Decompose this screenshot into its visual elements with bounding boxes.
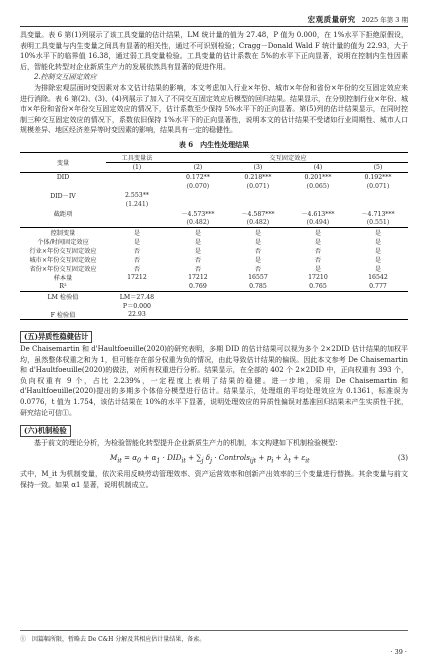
table-row-label: LM 检验值	[20, 291, 106, 301]
table-cell: 否	[254, 265, 262, 273]
table-cell	[348, 191, 408, 200]
table-cell: (0.065)	[306, 182, 330, 190]
table-cell: LM＝27.48	[106, 291, 168, 301]
table-cell	[168, 310, 228, 320]
table-cell: 2.553**	[125, 191, 149, 199]
table-cell: 17212	[127, 273, 147, 281]
table-cell: 0.777	[369, 282, 387, 290]
table-group-iv: 工具变量法	[106, 152, 168, 162]
table-cell: －4.613***	[301, 210, 335, 218]
table-cell: 是	[288, 227, 348, 237]
table-row-label	[20, 301, 106, 310]
paragraph-heterogeneity: De Chaisemartin 和 d'Haultfoeuille(2020)的研究表明，多期 DID 的估计结果可以视为多个 2×2DID 估计结果的加权平均，虽然整体权重之和为 1，但可能存在部分权重为负的情况，由此导致估计结果的偏误。因此本文参考 De Chaisemartin 和 d'Haultfoeuille(2020)的做法，对所有权重进行分析。结果显示，在全部的 402 个 2×2DID 中，正向权重有 393 个，负向权重有 9 个，占比 2.239%，一定程度上表明了结果的稳健。进一步地，采用 De Chaisemartin 和 d'Haultfoeuille(2020)提出的多期多个体倍分模型进行估计。结果显示，处理组的平均处理效应为 0.1361，标准误为 0.0776，t 值为 1.754，该估计结果在 10%的水平下显著，说明处理效应的异质性偏误对基准回归结果未产生实质性干扰，研究结论可信①。	[20, 344, 408, 417]
table-row	[20, 273, 408, 282]
equation-3	[20, 451, 408, 468]
table-cell	[106, 209, 168, 218]
table-row	[20, 227, 408, 237]
table-row	[20, 209, 408, 218]
table-cell: 17212	[188, 273, 208, 281]
table-row	[20, 218, 408, 228]
table-col-4: (4)	[288, 162, 348, 172]
table-cell: P＝0.000	[122, 302, 151, 310]
section-heading-heterogeneity: (五)异质性稳健估计	[20, 331, 92, 343]
table-cell: 是	[133, 238, 141, 246]
table-row	[20, 282, 408, 292]
table-cell: (0.494)	[306, 218, 330, 226]
table-cell	[168, 291, 228, 301]
table-cell: 0.765	[309, 282, 327, 290]
table-row	[20, 191, 408, 200]
table-cell: 是	[374, 247, 382, 255]
table-row-label: 样本量	[53, 274, 73, 282]
paragraph-interaction-fe: 为排除宏观层面时变因素对本文估计结果的影响，本文考虑加入行业×年份、城市×年份和省份×年份的交互固定效应来进行消除。表 6 第(2)、(3)、(4)列展示了加入了不同交互固定效应后模型的回归结果。结果显示，在分别控制行业×年份、城市×年份和省份×年份交互固定效应的情况下，估计系数至少保持 5%水平下的正向显著。第(5)列的估计结果显示，在同时控制三种交互固定效应的情况下，系数依旧保持 1%水平下的正向显著性，说明本文的估计结果不受诸如行业周期性、城市人口规模差异、地区经济差异等时变因素的影响，结果具有一定的稳健性。	[20, 83, 408, 135]
table-row	[20, 182, 408, 191]
table-cell	[348, 291, 408, 301]
table-col-5: (5)	[348, 162, 408, 172]
table-cell	[348, 200, 408, 209]
table-cell	[288, 310, 348, 320]
table-cell: 否	[133, 256, 141, 264]
table-cell: (0.071)	[246, 182, 270, 190]
table-cell: 22.93	[106, 310, 168, 320]
table-cell	[288, 291, 348, 301]
table-cell: 0.218***	[244, 173, 272, 181]
table-cell: 是	[374, 238, 382, 246]
table-row	[20, 291, 408, 301]
table-cell: 是	[374, 265, 382, 273]
table-row	[20, 237, 408, 246]
table-cell	[228, 191, 288, 200]
equation-body: $M_{it} = \alpha_0 + \alpha_1 \cdot DID_{it} + \sum_j$ $\delta_j$ · Controls$_{ijt}$ + $p_i + \lambda_t + \varepsilon_{it}$	[110, 452, 310, 465]
table-col-2: (2)	[168, 162, 228, 172]
table-cell	[168, 191, 228, 200]
table-cell: 是	[254, 256, 262, 264]
table-cell: 否	[133, 247, 141, 255]
table-cell	[168, 301, 228, 310]
table-cell: 否	[194, 265, 201, 273]
table-cell: 是	[374, 256, 382, 264]
table-cell: 是	[228, 227, 288, 237]
table-row-label: DID－IV	[50, 192, 76, 200]
page-number: · 39 ·	[390, 648, 407, 656]
table-cell: 0.172**	[185, 173, 210, 181]
table-cell	[228, 301, 288, 310]
table-row-label: 省份×年份交互固定效应	[29, 265, 97, 273]
table-cell	[168, 200, 228, 209]
table-cell	[348, 301, 408, 310]
table-row-label: F 检验值	[20, 310, 106, 320]
table-cell: 是	[314, 238, 322, 246]
table-row-label: 行业×年份交互固定效应	[29, 247, 97, 255]
table-cell	[106, 172, 168, 182]
table-row	[20, 310, 408, 320]
table-row	[20, 246, 408, 255]
subheading-interaction-fe: 2.控制交互固定效应	[34, 73, 97, 82]
table-row	[20, 264, 408, 273]
table-cell	[106, 182, 168, 191]
table-col-1: (1)	[106, 162, 168, 172]
table-row	[20, 301, 408, 310]
table-cell: 是	[348, 227, 408, 237]
table-cell: (1.241)	[125, 200, 149, 208]
table-cell: 否	[133, 265, 141, 273]
table-cell	[288, 200, 348, 209]
table-cell: 否	[254, 247, 262, 255]
table-cell	[348, 310, 408, 320]
table-group-fe: 交互固定效应	[168, 152, 408, 162]
paragraph-mechanism-desc: 式中，M_it 为机制变量，依次采用反映劳动管理效率、资产运营效率和创新产出效率的三个变量进行替换。其余变量与前文保持一致。如果 α1 显著，说明机制成立。	[20, 470, 408, 489]
table-cell: (0.071)	[366, 182, 390, 190]
table-cell: 是	[168, 227, 228, 237]
table-row-label: DID	[56, 173, 70, 181]
journal-name: 宏观质量研究	[307, 14, 356, 24]
table-cell: 是	[314, 265, 322, 273]
table-col-3: (3)	[228, 162, 288, 172]
running-header	[20, 12, 408, 27]
table-cell	[288, 191, 348, 200]
table-cell: 是	[194, 238, 201, 246]
table-row-label	[20, 218, 106, 228]
table-cell	[288, 301, 348, 310]
table-cell: 0.201***	[304, 173, 332, 181]
table-cell: 0.785	[249, 282, 267, 290]
table-row-label: 个体/时间固定效应	[37, 238, 89, 246]
table-cell: 17210	[308, 273, 328, 281]
section-heading-mechanism: (六)机制检验	[20, 425, 71, 437]
table-cell: 否	[314, 256, 322, 264]
table-cell: (0.070)	[186, 182, 210, 190]
table-row-label: 城市×年份交互固定效应	[29, 256, 97, 264]
table-cell: (0.482)	[246, 218, 270, 226]
table-row-label	[20, 182, 106, 191]
table-cell: 0.769	[189, 282, 207, 290]
table-cell: －4.587***	[241, 210, 275, 218]
table-cell: 0.192***	[364, 173, 392, 181]
equation-number: (3)	[397, 452, 408, 462]
table-cell: 是	[106, 227, 168, 237]
table-row-label: 截距项	[53, 210, 73, 218]
table-cell: －4.573***	[181, 210, 215, 218]
table-row-label: R²	[59, 282, 67, 290]
footnote: ① 因篇幅所限，暂略去 De C&H 分解及其相应估计量结果，备索。	[20, 630, 408, 643]
table-row	[20, 200, 408, 209]
table-cell	[106, 218, 168, 228]
table-cell	[228, 291, 288, 301]
table-caption: 表 6 内生性处理结果	[178, 139, 250, 149]
table-cell	[228, 310, 288, 320]
table-row	[20, 172, 408, 182]
table-cell: 否	[194, 256, 201, 264]
results-table	[20, 152, 408, 320]
table-cell	[228, 200, 288, 209]
table-row	[20, 255, 408, 264]
paragraph-mechanism-intro: 基于前文的理论分析，为检验智能化转型提升企业新质生产力的机制，本文构建如下机制检验模型：	[34, 439, 342, 448]
page	[20, 12, 408, 490]
table-head-variable: 变量	[20, 152, 106, 172]
table-cell: 16557	[248, 273, 268, 281]
paragraph-iv-result: 具变量。表 6 第(1)列展示了该工具变量的估计结果，LM 统计量的值为 27.48，P 值为 0.000，在 1%水平下拒绝原假设，表明工具变量与内生变量之间具有显著的相关性，通过不可识别检验；Cragg－Donald Wald F 统计量的值为 22.93，大于 10%水平下的临界值 16.38，通过弱工具变量检验。工具变量的估计系数在 5%的水平下正向显著，说明在控制内生性因素后，智能化转型对企业新质生产力的发展依然具有显著的促进作用。	[20, 31, 408, 71]
table-cell: 16542	[368, 273, 388, 281]
table-cell: (0.482)	[186, 218, 210, 226]
table-cell: 否	[314, 247, 322, 255]
table-cell: 是	[254, 238, 262, 246]
table-cell: (0.551)	[366, 218, 390, 226]
table-row-label: 控制变量	[20, 227, 106, 237]
issue-label: 2025 年第 3 期	[361, 15, 408, 24]
table-cell	[106, 282, 168, 292]
table-cell: 是	[194, 247, 201, 255]
table-row-label	[20, 200, 106, 209]
table-cell: －4.713***	[361, 210, 395, 218]
